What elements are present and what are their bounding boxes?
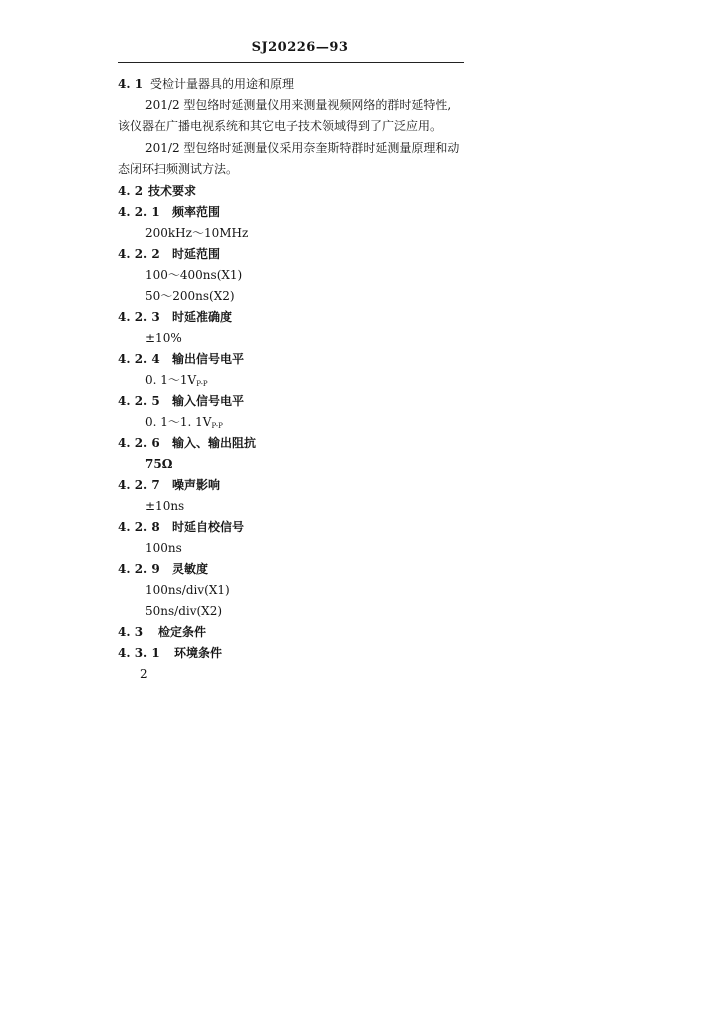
section-4-2-3-heading bbox=[118, 309, 232, 325]
section-title: 环境条件 bbox=[174, 646, 223, 660]
input-level-subscript: P-P bbox=[211, 422, 223, 430]
section-number: 4. 3. 1 bbox=[118, 646, 160, 660]
section-number: 4. 2. 4 bbox=[118, 352, 160, 366]
section-title: 时延范围 bbox=[172, 247, 221, 261]
input-level-value bbox=[145, 414, 223, 434]
section-number: 4. 2. 6 bbox=[118, 436, 160, 450]
sensitivity-value-x2: 50ns/div(X2) bbox=[145, 604, 223, 618]
delay-accuracy-value: ±10% bbox=[145, 331, 182, 345]
section-number: 4. 2. 1 bbox=[118, 205, 160, 219]
section-4-2-7-heading bbox=[118, 477, 220, 493]
section-title: 灵敏度 bbox=[172, 562, 209, 576]
section-number: 4. 1 bbox=[118, 77, 144, 91]
section-number: 4. 2. 5 bbox=[118, 394, 160, 408]
paragraph-1-line-1: 201/2 型包络时延测量仪用来测量视频网络的群时延特性, bbox=[145, 98, 452, 112]
section-number: 4. 2 bbox=[118, 184, 144, 198]
section-4-2-5-heading bbox=[118, 393, 244, 409]
section-4-2-2-heading bbox=[118, 246, 220, 262]
paragraph-2-line-1: 201/2 型包络时延测量仪采用奈奎斯特群时延测量原理和动 bbox=[145, 141, 460, 155]
section-number: 4. 2. 2 bbox=[118, 247, 160, 261]
section-title: 受检计量器具的用途和原理 bbox=[150, 77, 295, 91]
section-title: 输入、输出阻抗 bbox=[172, 436, 257, 450]
noise-effect-value: ±10ns bbox=[145, 499, 185, 513]
section-number: 4. 3 bbox=[118, 625, 144, 639]
header-rule bbox=[118, 62, 464, 63]
section-number: 4. 2. 3 bbox=[118, 310, 160, 324]
section-4-3-1-heading bbox=[118, 645, 222, 661]
delay-range-value-x1: 100～400ns(X1) bbox=[145, 268, 243, 282]
paragraph-1-line-2: 该仪器在广播电视系统和其它电子技术领域得到了广泛应用。 bbox=[118, 119, 443, 133]
document-code-header: SJ20226—93 bbox=[251, 40, 349, 55]
delay-range-value-x2: 50～200ns(X2) bbox=[145, 289, 235, 303]
frequency-range-value: 200kHz～10MHz bbox=[145, 226, 249, 240]
section-number: 4. 2. 9 bbox=[118, 562, 160, 576]
section-title: 噪声影响 bbox=[172, 478, 221, 492]
section-title: 检定条件 bbox=[158, 625, 207, 639]
sensitivity-value-x1: 100ns/div(X1) bbox=[145, 583, 230, 597]
self-calibration-value: 100ns bbox=[145, 541, 182, 555]
section-4-2-8-heading bbox=[118, 519, 244, 535]
section-4-2-heading bbox=[118, 183, 196, 199]
section-4-2-1-heading bbox=[118, 204, 220, 220]
output-level-text: 0. 1～1V bbox=[145, 373, 197, 387]
section-4-1-heading bbox=[118, 76, 294, 92]
section-title: 输入信号电平 bbox=[172, 394, 245, 408]
output-level-subscript: P-P bbox=[196, 380, 208, 388]
section-title: 时延自校信号 bbox=[172, 520, 245, 534]
section-4-2-4-heading bbox=[118, 351, 244, 367]
output-level-value bbox=[145, 372, 208, 392]
section-number: 4. 2. 7 bbox=[118, 478, 160, 492]
impedance-value: 75Ω bbox=[145, 457, 173, 471]
section-4-2-6-heading bbox=[118, 435, 256, 451]
section-title: 时延准确度 bbox=[172, 310, 233, 324]
input-level-text: 0. 1～1. 1V bbox=[145, 415, 212, 429]
section-4-2-9-heading bbox=[118, 561, 208, 577]
section-number: 4. 2. 8 bbox=[118, 520, 160, 534]
section-4-3-heading bbox=[118, 624, 206, 640]
paragraph-2-line-2: 态闭环扫频测试方法。 bbox=[118, 162, 239, 176]
section-title: 频率范围 bbox=[172, 205, 221, 219]
section-title: 技术要求 bbox=[148, 184, 197, 198]
page-number: 2 bbox=[140, 667, 148, 681]
section-title: 输出信号电平 bbox=[172, 352, 245, 366]
